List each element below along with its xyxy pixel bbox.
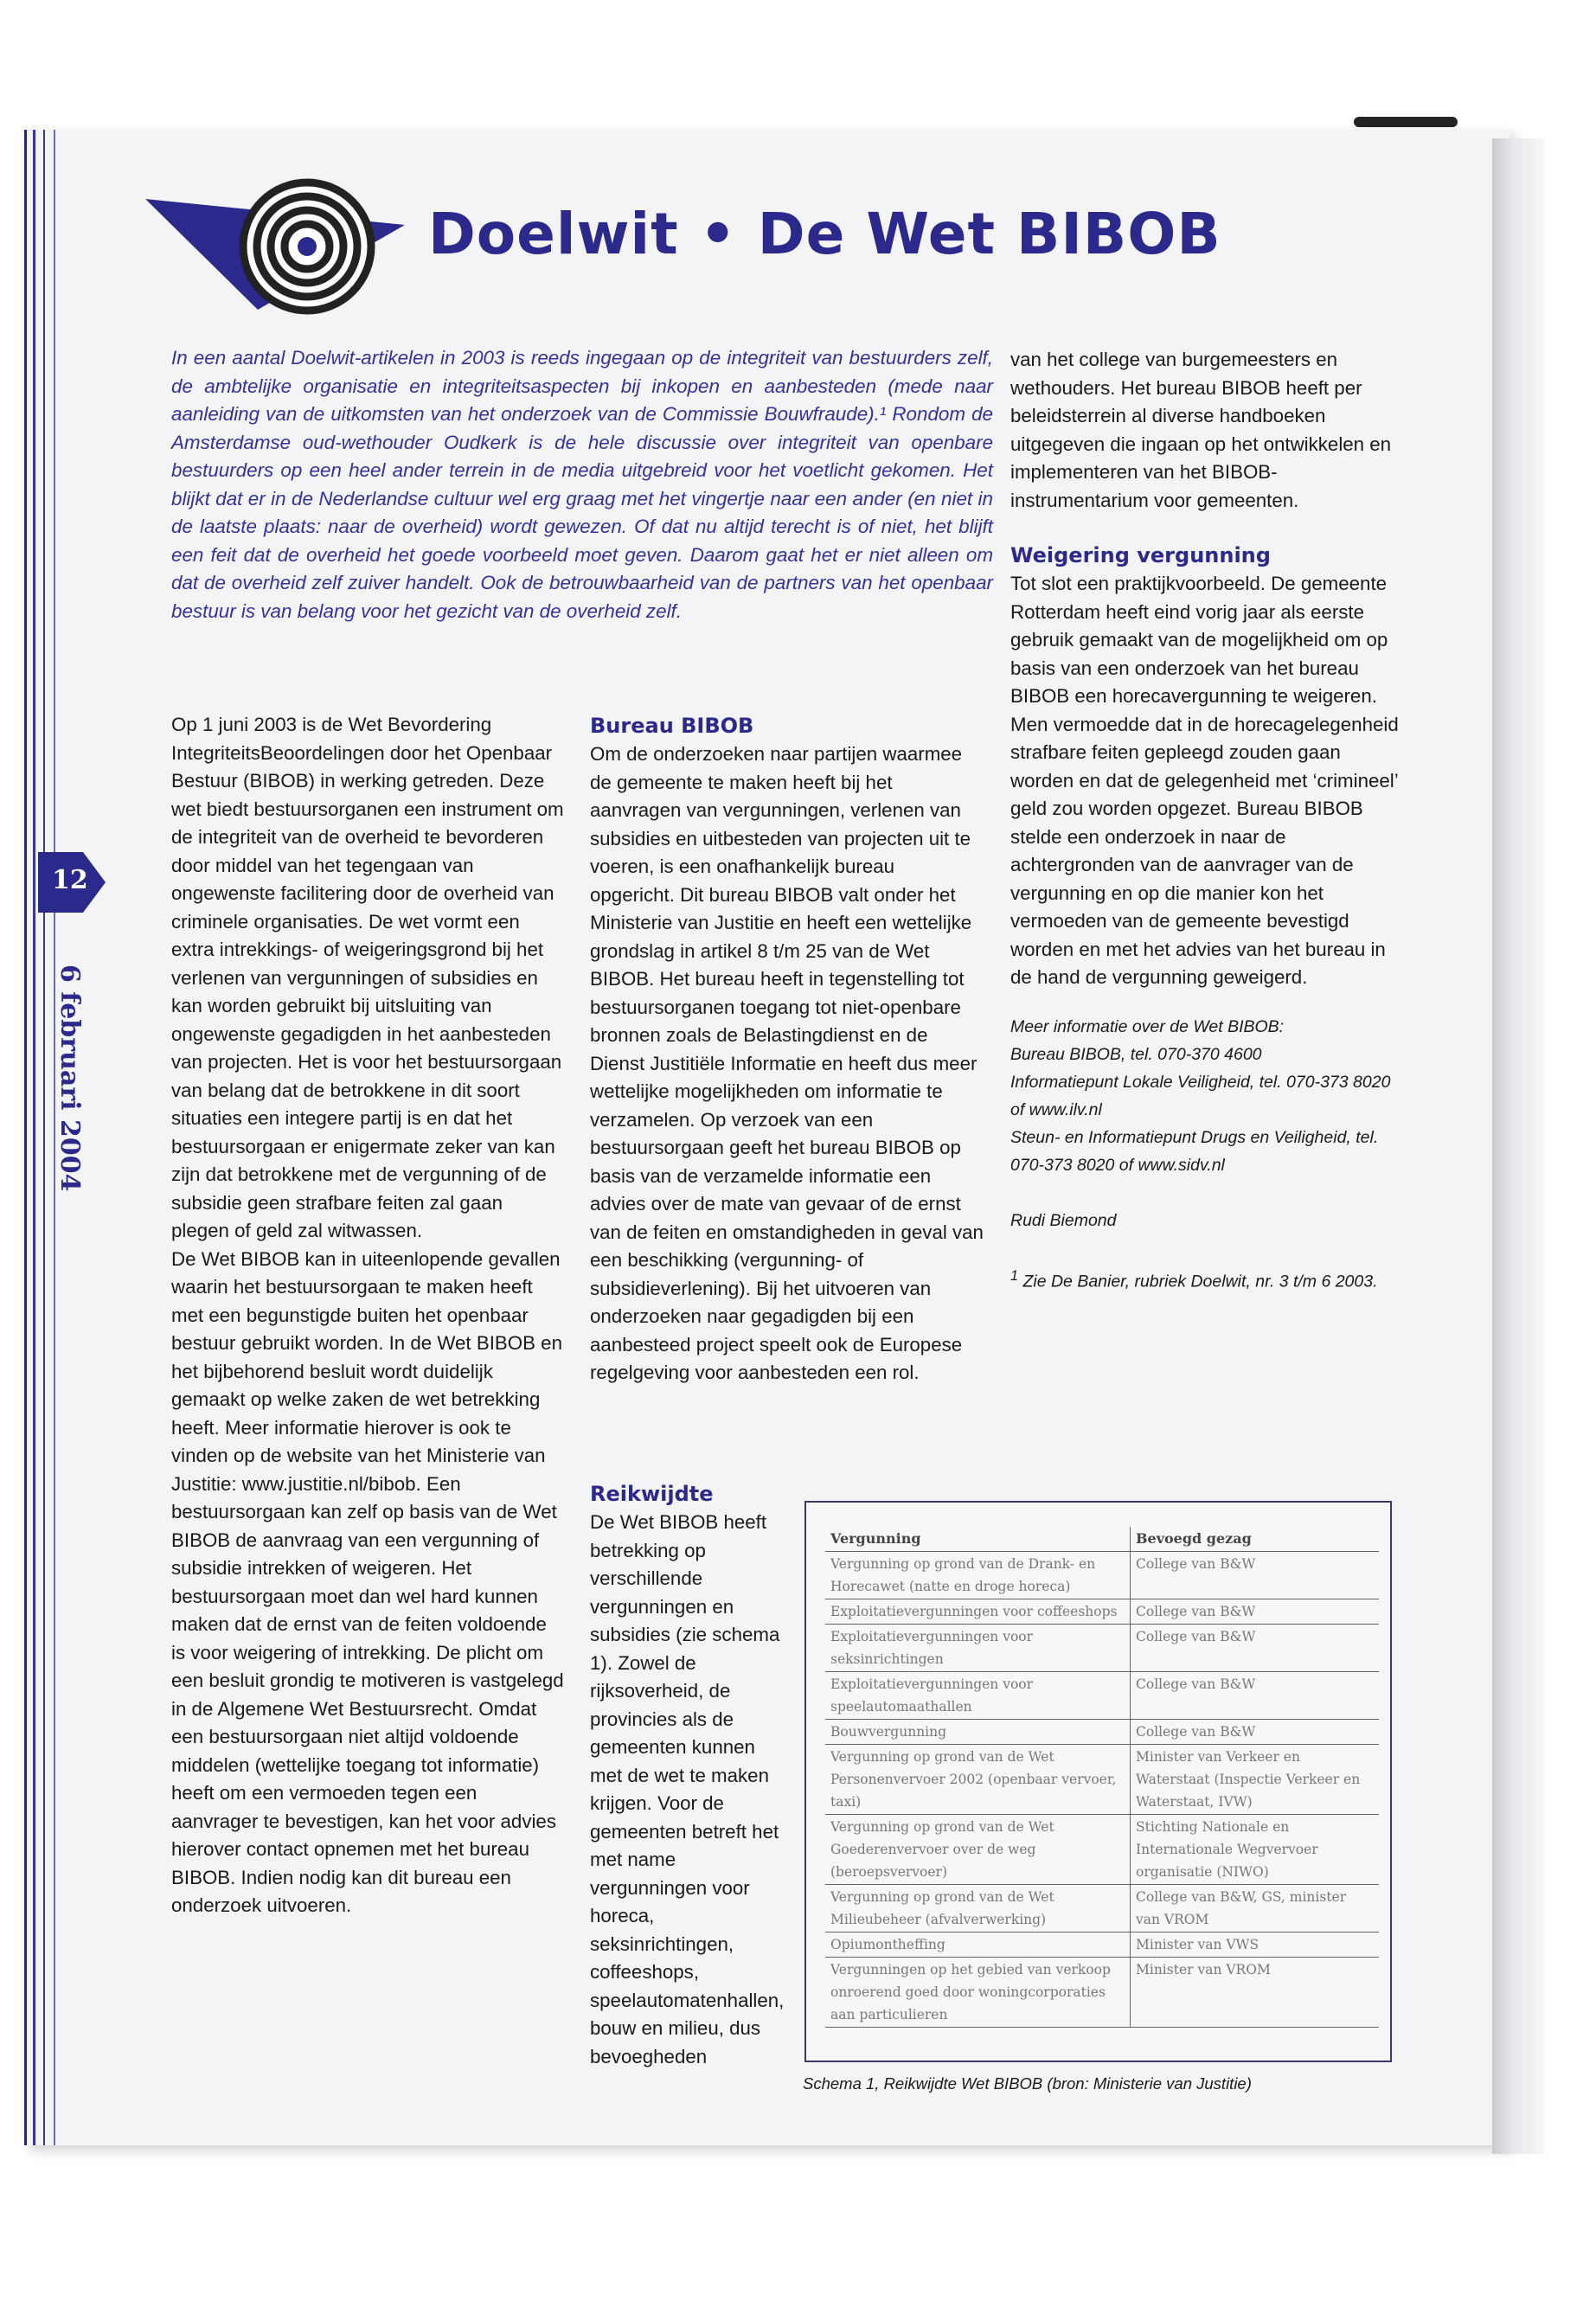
table-row bbox=[825, 1720, 1379, 1745]
page-border-line bbox=[33, 130, 35, 2145]
table-row bbox=[825, 1625, 1379, 1672]
page-title: Doelwit • De Wet BIBOB bbox=[428, 201, 1221, 267]
column-3 bbox=[1010, 541, 1408, 1295]
issue-date: 6 februari 2004 bbox=[54, 965, 85, 1192]
paragraph: Om de onderzoeken naar partijen waarmee de gemeente te maken heeft bij het aanvragen van vergunningen, verlenen van subsidies en uitbesteden van projecten uit te voeren, is een onafhankelijk bureau opgericht. Dit bureau BIBOB valt onder het Ministerie van Justitie en heeft een wettelijke grondslag in artikel 8 t/m 25 van de Wet BIBOB. Het bureau heeft in tegenstelling tot bestuursorganen toegang tot niet-openbare bronnen zoals de Belastingdienst en de Dienst Justitiële Informatie en heeft dus meer wettelijke mogelijkheden om informatie te verzamelen. Op verzoek van een bestuursorgaan geeft het bureau BIBOB op basis van de verzamelde informatie een advies over de mate van gevaar of de ernst van de feiten en omstandigheden in geval van een beschikking (vergunning- of subsidieverlening). Bij het uitvoeren van onderzoeken naar gegadigden bij een aanbesteed project speelt ook de Europese regelgeving voor aanbesteden een rol. bbox=[590, 743, 984, 1383]
paragraph: Tot slot een praktijkvoorbeeld. De gemeente Rotterdam heeft eind vorig jaar als eerste gebruik gemaakt van de mogelijkheid om op basis van een onderzoek van het bureau BIBOB een horecavergunning te weigeren. Men vermoedde dat in de horecagelegenheid strafbare feiten gepleegd zouden gaan worden en dat de gelegenheid met ‘crimineel’ geld zou worden opgezet. Bureau BIBOB stelde een onderzoek in naar de achtergronden van de aanvrager van de vergunning en op die manier kon het vermoeden van de gemeente bevestigd worden en met het advies van het bureau in de hand de vergunning geweigerd. bbox=[1010, 573, 1399, 988]
info-line: Bureau BIBOB, tel. 070-370 4600 bbox=[1010, 1044, 1262, 1064]
paragraph: De Wet BIBOB heeft betrekking op verschillende vergunningen en subsidies (zie schema 1). Zowel de rijksoverheid, de provincies als de gemeenten kunnen met de wet te maken krijgen. Voor de gemeenten betreft het met name vergunningen voor horeca, seksinrichtingen, coffeeshops, speelautomatenhallen, bouw en milieu, dus bevoegheden bbox=[590, 1511, 785, 2067]
table-cell: Minister van Verkeer en Waterstaat (Inspectie Verkeer en Waterstaat, IVW) bbox=[1131, 1745, 1380, 1815]
footnote-mark: 1 bbox=[1010, 1267, 1019, 1284]
table-cell: Vergunning op grond van de Wet Milieubeheer (afvalverwerking) bbox=[825, 1885, 1131, 1932]
table-caption: Schema 1, Reikwijdte Wet BIBOB (bron: Ministerie van Justitie) bbox=[803, 2074, 1252, 2093]
page-edge-decoration bbox=[1354, 117, 1458, 127]
footnote bbox=[1010, 1262, 1408, 1296]
page-border-line bbox=[43, 130, 45, 2145]
table-cell: College van B&W bbox=[1131, 1599, 1380, 1625]
table-cell: Stichting Nationale en Internationale Wegvervoer organisatie (NIWO) bbox=[1131, 1815, 1380, 1885]
info-line: Steun- en Informatiepunt Drugs en Veiligheid, tel. 070-373 8020 of www.sidv.nl bbox=[1010, 1127, 1379, 1175]
column-header: Vergunning bbox=[825, 1527, 1131, 1552]
section-heading: Weigering vergunning bbox=[1010, 543, 1271, 567]
info-line: Informatiepunt Lokale Veiligheid, tel. 070-373 8020 of www.ilv.nl bbox=[1010, 1072, 1391, 1119]
table-row bbox=[825, 1672, 1379, 1720]
target-icon bbox=[238, 177, 376, 316]
table-row bbox=[825, 1885, 1379, 1932]
footnote-text: Zie De Banier, rubriek Doelwit, nr. 3 t/m 6 2003. bbox=[1022, 1272, 1378, 1291]
section-heading: Bureau BIBOB bbox=[590, 714, 754, 738]
paragraph: Op 1 juni 2003 is de Wet Bevordering IntegriteitsBeoordelingen door het Openbaar Bestuur (BIBOB) in werking getreden. Deze wet biedt bestuursorganen een instrument om de integriteit van de overheid te bevorderen door middel van het tegengaan van ongewenste facilitering door de overheid van criminele organisaties. De wet vormt een extra intrekkings- of weigeringsgrond bij het verlenen van vergunningen of subsidies en kan worden gebruikt bij uitsluiting van ongewenste gegadigden in het aanbesteden van projecten. Het is voor het bestuursorgaan van belang dat de betrokkene in dit soort situaties een integere partij is en dat het bestuursorgaan er enigermate zeker van kan zijn dat betrokkene met de vergunning of de subsidie geen strafbare feiten zal gaan plegen of geld zal witwassen. bbox=[171, 714, 564, 1241]
table-cell: Minister van VROM bbox=[1131, 1958, 1380, 2028]
table-row bbox=[825, 1958, 1379, 2028]
intro-text: In een aantal Doelwit-artikelen in 2003 is reeds ingegaan op de integriteit van bestuurders zelf, de ambtelijke organisatie en integriteitsaspecten bij inkopen en aanbesteden (mede naar aanleiding van de uitkomsten van het onderzoek van de Commissie Bouwfraude).¹ Rondom de Amsterdamse oud-wethouder Oudkerk is de hele discussie over integriteit van openbare bestuurders op een heel ander terrein in de media uitgebreid voor het voetlicht gekomen. Het blijkt dat er in de Nederlandse cultuur wel erg graag met het vingertje naar een ander (en niet in de laatste plaats: naar de overheid) wordt gewezen. Of dat nu altijd terecht is of niet, het blijft een feit dat de overheid het goede voorbeeld moet geven. Daarom gaat het er niet alleen om dat de overheid zelf zuiver handelt. Ook de betrouwbaarheid van de partners van het openbaar bestuur is van belang voor het gezicht van de overheid zelf. bbox=[171, 347, 993, 622]
info-line: Meer informatie over de Wet BIBOB: bbox=[1010, 1016, 1285, 1036]
table-header-row bbox=[825, 1527, 1379, 1552]
table-cell: Vergunning op grond van de Drank- en Horecawet (natte en droge horeca) bbox=[825, 1552, 1131, 1599]
author: Rudi Biemond bbox=[1010, 1210, 1117, 1230]
column-2-bottom bbox=[590, 1479, 785, 2071]
table-cell: College van B&W bbox=[1131, 1720, 1380, 1745]
page-curl-shadow bbox=[1492, 138, 1544, 2154]
table-cell: Exploitatievergunningen voor speelautomaathallen bbox=[825, 1672, 1131, 1720]
table-cell: Bouwvergunning bbox=[825, 1720, 1131, 1745]
table-cell: College van B&W, GS, minister van VROM bbox=[1131, 1885, 1380, 1932]
paragraph: De Wet BIBOB kan in uiteenlopende gevallen waarin het bestuursorgaan te maken heeft met een begunstigde buiten het openbaar bestuur gebruikt worden. In de Wet BIBOB en het bijbehorend besluit wordt duidelijk gemaakt op welke zaken de wet betrekking heeft. Meer informatie hierover is ook te vinden op de website van het Ministerie van Justitie: www.justitie.nl/bibob. Een bestuursorgaan kan zelf op basis van de Wet BIBOB de aanvraag van een vergunning of subsidie intrekken of weigeren. Het bestuursorgaan moet dan wel hard kunnen maken dat de ernst van de feiten voldoende is voor weigering of intrekking. De plicht om een besluit grondig te motiveren is vastgelegd in de Algemene Wet Bestuursrecht. Omdat een bestuursorgaan niet altijd voldoende middelen (wettelijke toegang tot informatie) heeft om een vermoeden tegen een aanvrager te bevestigen, kan het voor advies hierover contact opnemen met het bureau BIBOB. Indien nodig kan dit bureau een onderzoek uitvoeren. bbox=[171, 1247, 564, 1916]
table-cell: Vergunning op grond van de Wet Personenvervoer 2002 (openbaar vervoer, taxi) bbox=[825, 1745, 1131, 1815]
table-cell: Exploitatievergunningen voor coffeeshops bbox=[825, 1599, 1131, 1625]
table-row bbox=[825, 1932, 1379, 1958]
info-block bbox=[1010, 1013, 1408, 1296]
table-cell: Opiumontheffing bbox=[825, 1932, 1131, 1958]
table-cell: College van B&W bbox=[1131, 1672, 1380, 1720]
column-1 bbox=[171, 711, 565, 1920]
table-cell: Vergunning op grond van de Wet Goederenvervoer over de weg (beroepsvervoer) bbox=[825, 1815, 1131, 1885]
schema-table-box bbox=[804, 1501, 1392, 2062]
schema-table bbox=[825, 1527, 1379, 2028]
table-cell: Vergunningen op het gebied van verkoop onroerend goed door woningcorporaties aan particulieren bbox=[825, 1958, 1131, 2028]
table-row bbox=[825, 1745, 1379, 1815]
section-heading: Reikwijdte bbox=[590, 1482, 714, 1506]
table-cell: College van B&W bbox=[1131, 1625, 1380, 1672]
paragraph: van het college van burgemeesters en wethouders. Het bureau BIBOB heeft per beleidsterrein al diverse handboeken uitgegeven die ingaan op het ontwikkelen en implementeren van het BIBOB-instrumentarium voor gemeenten. bbox=[1010, 349, 1392, 511]
table-row bbox=[825, 1815, 1379, 1885]
column-2 bbox=[590, 711, 984, 1388]
table-row bbox=[825, 1552, 1379, 1599]
table-cell: Minister van VWS bbox=[1131, 1932, 1380, 1958]
column-3-top bbox=[1010, 346, 1408, 515]
column-header: Bevoegd gezag bbox=[1131, 1527, 1380, 1552]
table-cell: College van B&W bbox=[1131, 1552, 1380, 1599]
table-cell: Exploitatievergunningen voor seksinrichtingen bbox=[825, 1625, 1131, 1672]
table-row bbox=[825, 1599, 1379, 1625]
page-number: 12 bbox=[52, 865, 88, 895]
